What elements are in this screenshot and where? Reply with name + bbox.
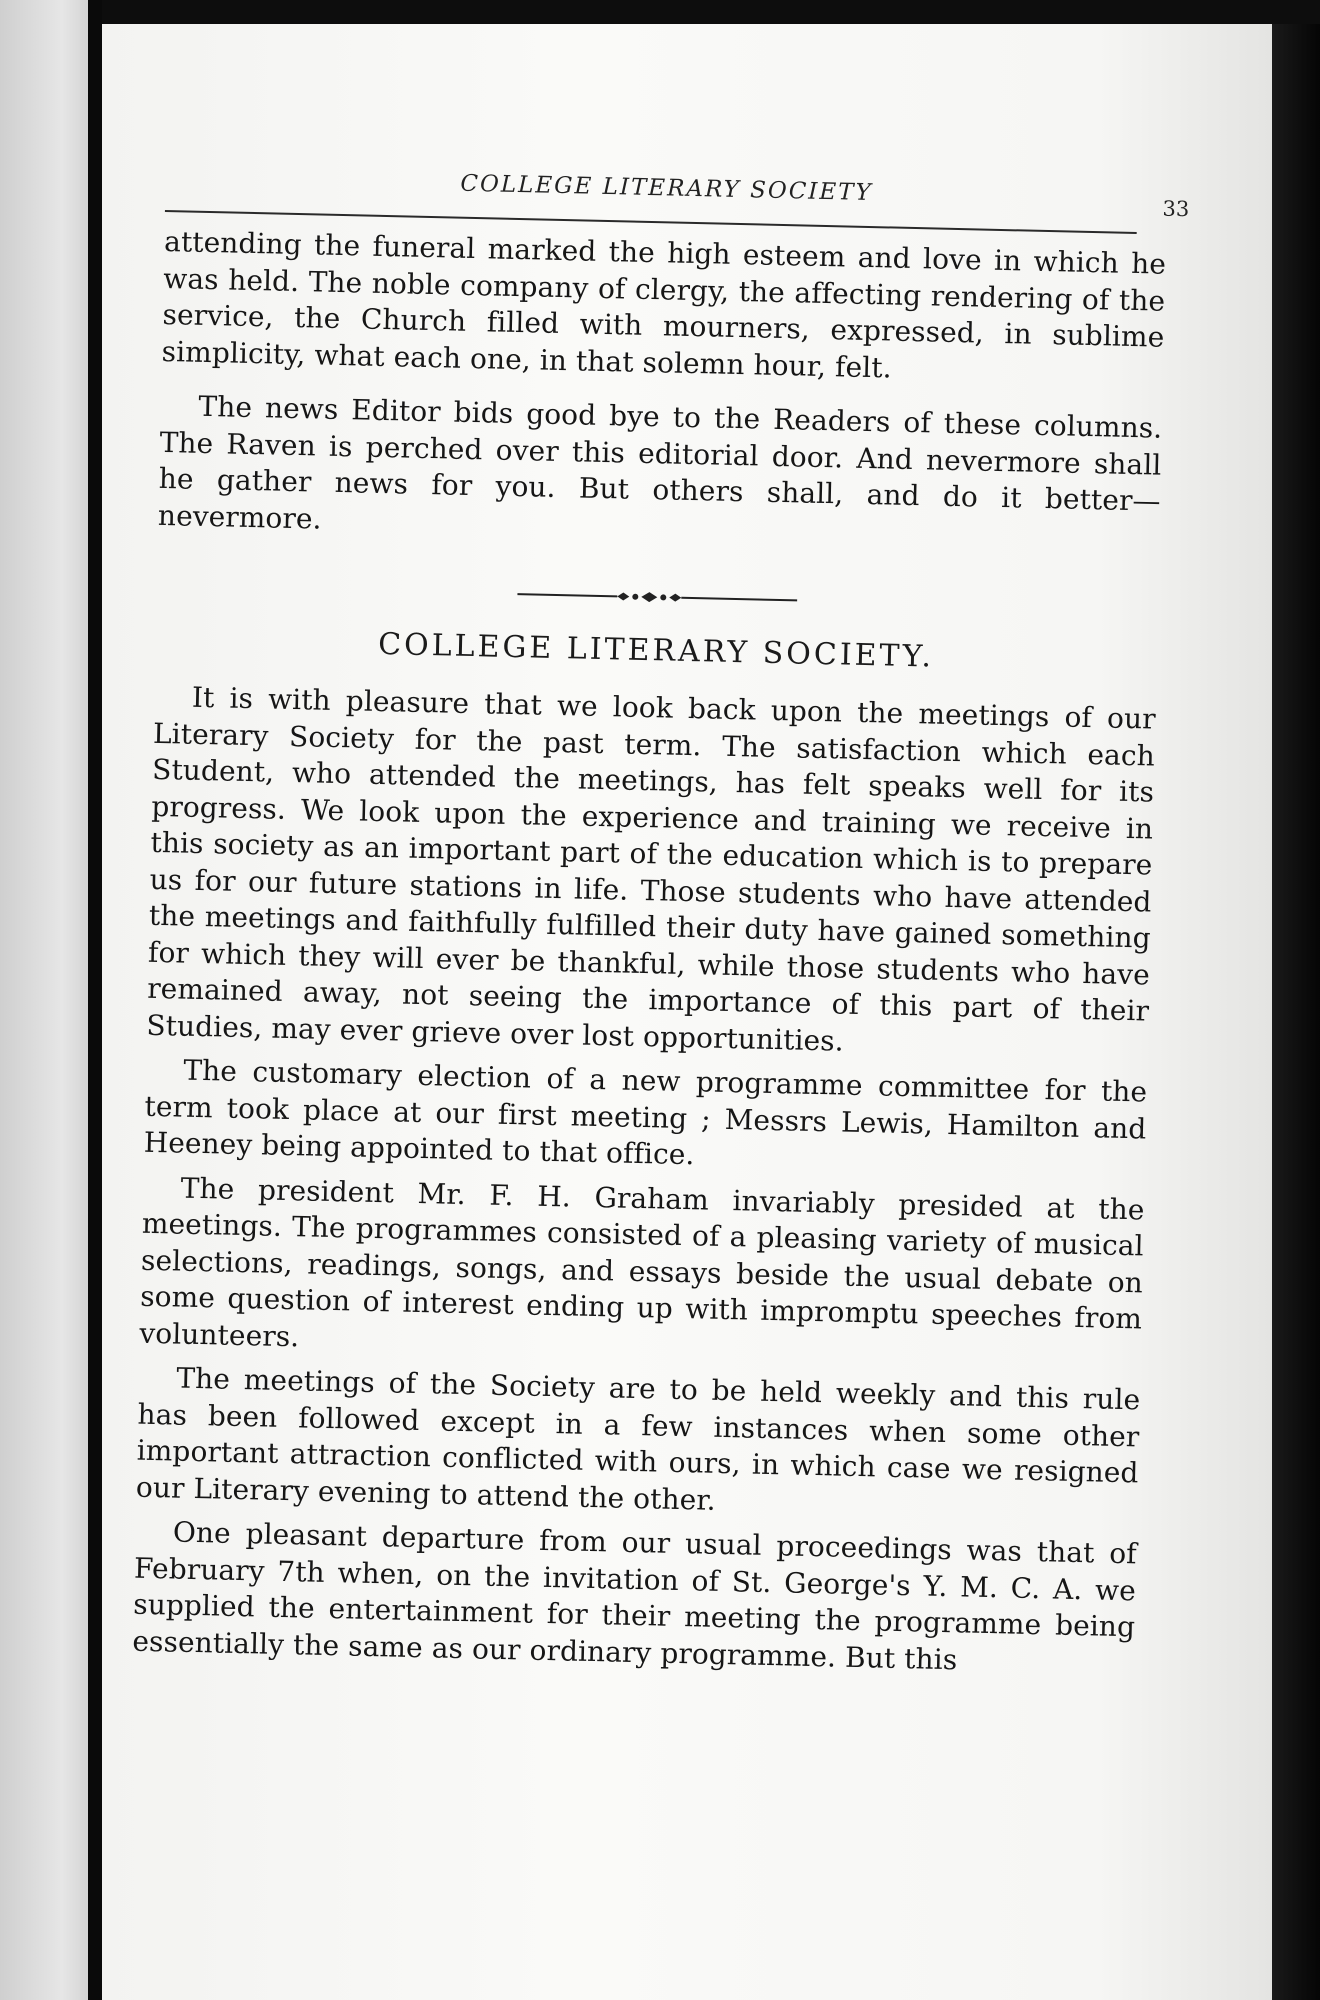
society-paragraph-5: One pleasant departure from our usual proceedings was that of February 7th when, on the invitation of St. George's Y. M. C. A. we supplied the entertainment for their meeting the programme being essentially the same as our ordinary programme. But this xyxy=(132,1515,1138,1676)
page-content xyxy=(132,164,1190,1682)
society-paragraph-1: It is with pleasure that we look back upon the meetings of our Literary Society for the past term. The satisfaction which each Student, who attended the meetings, has felt speaks well for its progress. We look upon the experience and training we receive in this society as an important part of the education which is to prepare us for our future stations in life. Those students who have attended the meetings and faithfully fulfilled their duty have gained something for which they will ever be thankful, while those students who have remained away, not seeing the importance of this part of their Studies, may ever grieve over lost opportunities. xyxy=(146,680,1157,1058)
book-gutter xyxy=(88,0,102,2000)
facing-page-edge xyxy=(0,0,88,2000)
ornament-divider-icon xyxy=(517,586,797,608)
society-paragraph-4: The meetings of the Society are to be held weekly and this rule has been followed except in a few instances when some other important attraction conflicted with ours, in which case we resigned our Literary evening to attend the other. xyxy=(135,1361,1141,1517)
news-paragraph-2: The news Editor bids good bye to the Readers of these columns. The Raven is perched over this editorial door. And nevermore shall he gather news for you. But others shall, and do it better—nevermore. xyxy=(157,389,1163,536)
page-number: 33 xyxy=(1162,196,1190,222)
society-paragraph-2: The customary election of a new programme committee for the term took place at our first meeting ; Messrs Lewis, Hamilton and Heeney being appointed to that office. xyxy=(143,1053,1148,1172)
news-paragraph-1: attending the funeral marked the high esteem and love in which he was held. The noble company of clergy, the affecting rendering of the service, the Church filled with mourners, expressed, in sublime simplicity, what each one, in that solemn hour, felt. xyxy=(161,224,1167,385)
book-page xyxy=(102,24,1272,2000)
running-title: COLLEGE LITERARY SOCIETY xyxy=(460,170,874,207)
section-ornament xyxy=(156,576,1158,619)
page-right-edge xyxy=(1272,24,1320,2000)
section-heading: COLLEGE LITERARY SOCIETY. xyxy=(377,626,935,675)
society-paragraph-3: The president Mr. F. H. Graham invariably presided at the meetings. The programmes consisted of a pleasing variety of musical selections, readings, songs, and essays beside the usual debate on some question of interest ending up with impromptu speeches from volunteers. xyxy=(139,1171,1145,1353)
